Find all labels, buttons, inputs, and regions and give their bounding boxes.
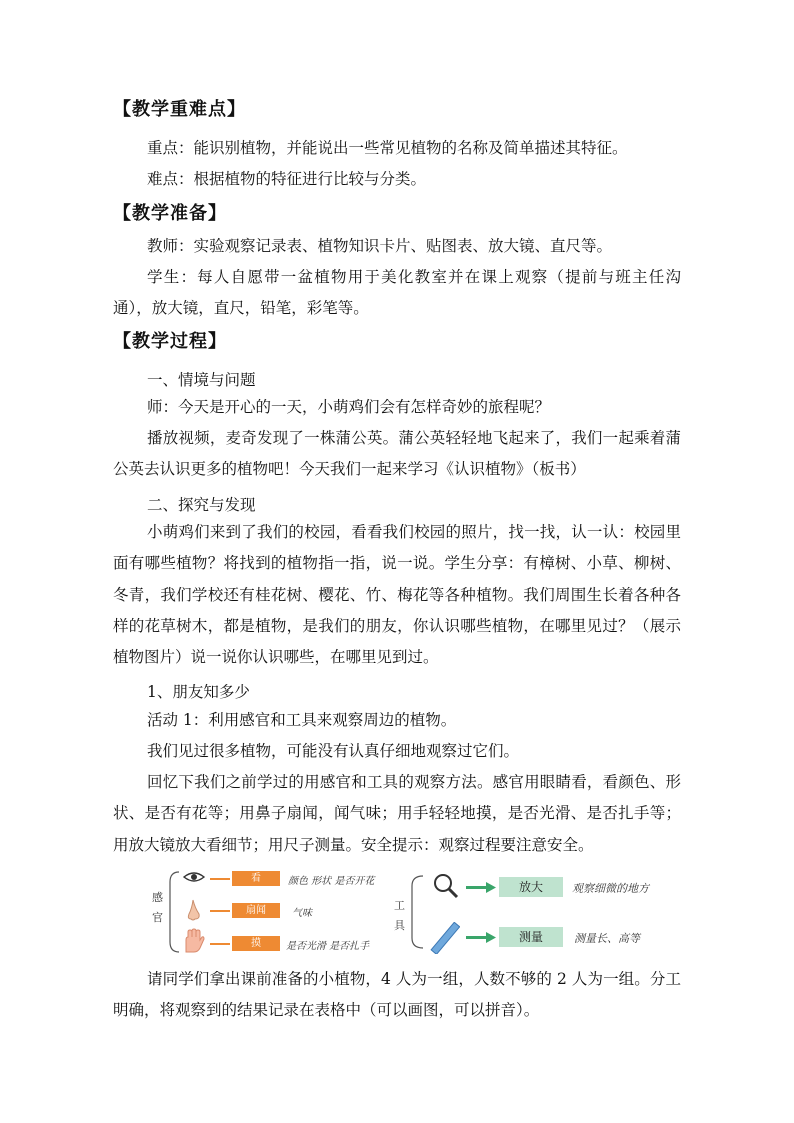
eye-icon bbox=[182, 870, 206, 884]
sense-desc-smell: 气味 bbox=[292, 908, 312, 919]
senses-label: 感官 bbox=[152, 891, 163, 924]
connector-line bbox=[210, 878, 230, 880]
sense-action-look: 看 bbox=[232, 871, 280, 886]
sense-desc-touch: 是否光滑 是否扎手 bbox=[286, 941, 370, 952]
connector-line bbox=[210, 910, 230, 912]
key-point: 重点：能识别植物，并能说出一些常见植物的名称及简单描述其特征。 bbox=[147, 139, 628, 157]
heading-process: 【教学过程】 bbox=[113, 331, 227, 352]
sense-desc-look: 颜色 形状 是否开花 bbox=[288, 876, 375, 887]
hard-point: 难点：根据植物的特征进行比较与分类。 bbox=[147, 170, 427, 188]
teacher-preparation: 教师：实验观察记录表、植物知识卡片、贴图表、放大镜、直尺等。 bbox=[147, 237, 613, 255]
tools-label: 工具 bbox=[394, 899, 405, 932]
section-title-1: 一、情境与问题 bbox=[147, 371, 256, 389]
sense-action-smell: 扇闻 bbox=[232, 903, 280, 918]
tool-desc-measure: 测量长、高等 bbox=[574, 932, 640, 945]
paragraph: 请同学们拿出课前准备的小植物，4 人为一组，人数不够的 2 人为一组。分工明确，将观察到的结果记录在表格中（可以画图，可以拼音）。 bbox=[113, 970, 681, 1020]
tool-action-magnify: 放大 bbox=[499, 877, 563, 897]
paragraph: 回忆下我们之前学过的用感官和工具的观察方法。感官用眼睛看，看颜色、形状、是否有花等；用鼻子扇闻，闻气味；用手轻轻地摸，是否光滑、是否扎手等；用放大镜放大看细节；用尺子测量。安全提示：观察过程要注意安全。 bbox=[113, 773, 681, 854]
heading-difficulty: 【教学重难点】 bbox=[113, 99, 246, 120]
ruler-icon bbox=[430, 922, 460, 954]
activity-line: 活动 1：利用感官和工具来观察周边的植物。 bbox=[147, 711, 457, 729]
paragraph: 小萌鸡们来到了我们的校园，看看我们校园的照片，找一找，认一认：校园里面有哪些植物？将找到的植物指一指，说一说。学生分享：有樟树、小草、柳树、冬青，我们学校还有桂花树、樱花、竹、梅花等各种植物。我们周围生长着各种各样的花草树木，都是植物，是我们的朋友，你认识哪些植物，在哪里见过？（展示植物图片）说一说你认识哪些，在哪里见到过。 bbox=[113, 523, 681, 667]
heading-preparation: 【教学准备】 bbox=[113, 203, 227, 224]
nose-icon bbox=[186, 898, 202, 922]
hand-icon bbox=[182, 928, 206, 954]
sense-action-touch: 摸 bbox=[232, 936, 280, 951]
connector-line bbox=[210, 943, 230, 945]
tool-desc-magnify: 观察细微的地方 bbox=[572, 882, 649, 895]
arrow bbox=[466, 886, 488, 889]
arrow bbox=[466, 936, 488, 939]
subsection-title: 1、朋友知多少 bbox=[147, 683, 250, 701]
senses-bracket bbox=[168, 870, 180, 954]
arrow-head bbox=[486, 882, 496, 893]
observation-diagram bbox=[144, 866, 649, 958]
student-preparation: 学生：每人自愿带一盆植物用于美化教室并在课上观察（提前与班主任沟通），放大镜，直尺，铅笔，彩笔等。 bbox=[113, 268, 681, 318]
paragraph: 我们见过很多植物，可能没有认真仔细地观察过它们。 bbox=[147, 742, 520, 760]
paragraph: 师：今天是开心的一天，小萌鸡们会有怎样奇妙的旅程呢？ bbox=[147, 398, 551, 416]
magnifier-icon bbox=[432, 872, 460, 900]
arrow-head bbox=[486, 932, 496, 943]
tool-action-measure: 测量 bbox=[499, 927, 563, 947]
section-title-2: 二、探究与发现 bbox=[147, 496, 256, 514]
tools-bracket bbox=[410, 874, 424, 950]
paragraph: 播放视频，麦奇发现了一株蒲公英。蒲公英轻轻地飞起来了，我们一起乘着蒲公英去认识更多的植物吧！今天我们一起来学习《认识植物》（板书） bbox=[113, 429, 681, 479]
